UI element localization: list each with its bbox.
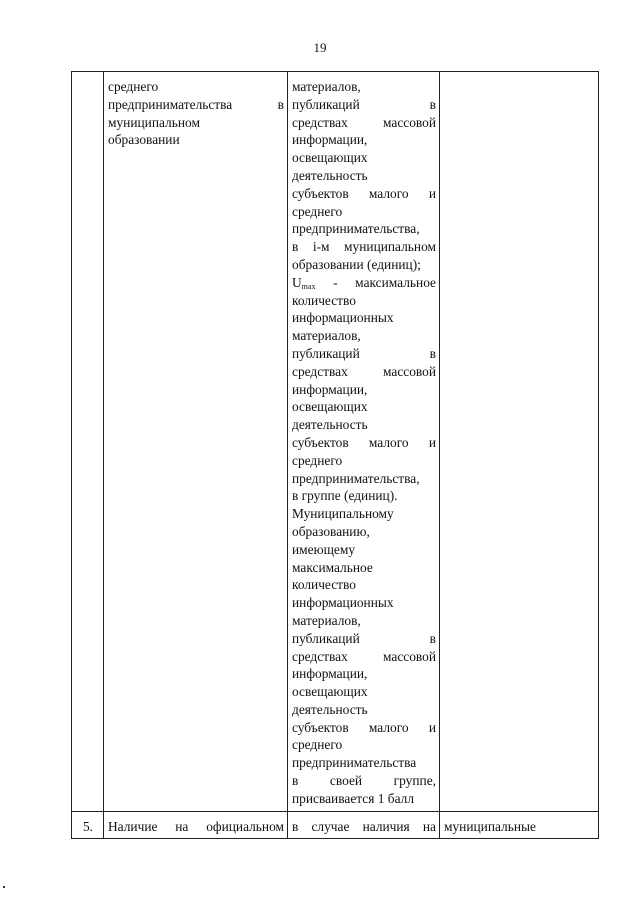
text-line: информации, [292,132,368,148]
text-line: Муниципальному [292,506,394,522]
row-number-cell: 5. [72,811,104,839]
table-row [72,811,599,839]
text-line: материалов, [292,328,361,344]
text-line [292,274,436,292]
page-number: 19 [313,40,327,55]
umax-rest: - максимальное [315,274,436,290]
text-line: публикаций в [292,96,436,112]
text-line: количество [292,292,356,308]
text-line: информации, [292,381,368,397]
indicator-name-cell [104,72,288,812]
calculation-method-cell [288,811,440,839]
text-line: информационных [292,310,394,326]
text-line: субъектов малого и [292,434,436,450]
indicator-name-cell [104,811,288,839]
text-line: предпринимательства [292,755,417,771]
text-line: информационных [292,595,394,611]
text-line: в группе (единиц). [292,488,398,504]
text-line: деятельность [292,701,368,717]
text-line: количество [292,577,356,593]
text-line: публикаций в [292,630,436,646]
text-line: деятельность [292,167,368,183]
text-line: в i-м муниципальном [292,239,436,255]
text-line: средствах массовой [292,114,436,130]
assessment-cell [440,72,599,812]
text-line: образованию, [292,523,370,539]
text-line: средствах массовой [292,363,436,379]
text-line: освещающих [292,684,368,700]
text-line: деятельность [292,417,368,433]
text-line: среднего [292,203,343,219]
calculation-method-cell [288,72,440,812]
text-line: материалов, [292,612,361,628]
text-line: освещающих [292,399,368,415]
text-line: предпринимательства, [292,221,420,237]
text-line: материалов, [292,79,361,94]
text-line: субъектов малого и [292,185,436,201]
text-line: средствах массовой [292,648,436,664]
text-line: максимальное [292,559,373,575]
text-line: присваивается 1 балл [292,790,415,806]
table-row [72,72,599,812]
text-line: среднего [292,737,343,753]
umax-subscript: max [301,281,316,291]
criteria-table [71,71,599,839]
text-line: образовании [108,132,180,148]
text-line: имеющему [292,541,356,557]
assessment-cell: муниципальные [440,811,599,839]
text-line: субъектов малого и [292,719,436,735]
text-line: среднего [108,79,159,94]
text-line: публикаций в [292,345,436,361]
text-line: среднего [292,452,343,468]
text-line: информации, [292,666,368,682]
text-line: образовании (единиц); [292,256,421,272]
umax-base: U [292,274,302,290]
row-number-cell [72,72,104,812]
text-line: Наличие на официальном [108,818,284,834]
text-line: в случае наличия на [292,818,436,834]
text-line: в своей группе, [292,773,436,789]
text-line: освещающих [292,150,368,166]
text-line: предпринимательства, [292,470,420,486]
text-line: предпринимательства в [108,96,284,112]
scan-dot [3,886,5,888]
text-line: муниципальном [108,114,200,130]
